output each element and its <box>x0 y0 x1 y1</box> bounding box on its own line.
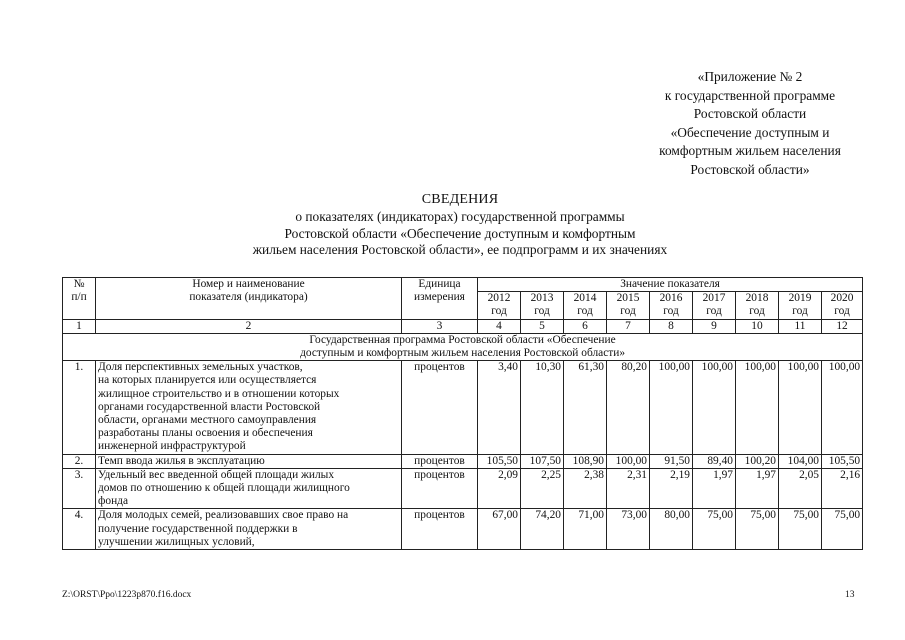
appendix-line: Ростовской области <box>693 106 807 122</box>
row-name: Доля молодых семей, реализовавших свое право на получение государственной поддержки в улучшении жилищных условий, <box>96 509 402 550</box>
column-number: 9 <box>693 319 736 333</box>
row-value: 104,00 <box>779 454 822 468</box>
row-value: 10,30 <box>521 361 564 454</box>
section-row <box>63 333 863 360</box>
row-value: 75,00 <box>736 509 779 550</box>
row-unit: процентов <box>402 454 478 468</box>
column-numbers-row <box>63 319 863 333</box>
column-number: 11 <box>779 319 822 333</box>
row-value: 100,00 <box>607 454 650 468</box>
file-path: Z:\ORST\Ppo\1223p870.f16.docx <box>62 590 192 600</box>
column-number: 8 <box>650 319 693 333</box>
header-year: 2020 год <box>822 292 863 319</box>
page-number: 13 <box>845 590 855 600</box>
column-number: 3 <box>402 319 478 333</box>
row-value: 2,31 <box>607 468 650 509</box>
appendix-block <box>600 68 900 180</box>
column-number: 2 <box>96 319 402 333</box>
row-value: 2,16 <box>822 468 863 509</box>
column-number: 1 <box>63 319 96 333</box>
row-value: 108,90 <box>564 454 607 468</box>
row-value: 100,00 <box>779 361 822 454</box>
column-number: 4 <box>478 319 521 333</box>
column-number: 7 <box>607 319 650 333</box>
header-year: 2015 год <box>607 292 650 319</box>
row-value: 80,00 <box>650 509 693 550</box>
row-unit: процентов <box>402 361 478 454</box>
row-value: 67,00 <box>478 509 521 550</box>
header-year: 2019 год <box>779 292 822 319</box>
section-title: Государственная программа Ростовской области «Обеспечение доступным и комфортным жильем населения Ростовской области» <box>63 333 863 360</box>
table-row <box>63 454 863 468</box>
indicators-table <box>62 277 863 550</box>
row-value: 75,00 <box>779 509 822 550</box>
row-value: 75,00 <box>693 509 736 550</box>
header-year: 2014 год <box>564 292 607 319</box>
row-value: 75,00 <box>822 509 863 550</box>
row-value: 105,50 <box>822 454 863 468</box>
row-value: 61,30 <box>564 361 607 454</box>
row-value: 1,97 <box>693 468 736 509</box>
column-number: 5 <box>521 319 564 333</box>
row-value: 2,38 <box>564 468 607 509</box>
row-num: 3. <box>63 468 96 509</box>
row-num: 4. <box>63 509 96 550</box>
table-row <box>63 361 863 454</box>
row-name: Темп ввода жилья в эксплуатацию <box>96 454 402 468</box>
heading-line: жильем населения Ростовской области», ее подпрограмм и их значениях <box>252 242 668 258</box>
row-name: Доля перспективных земельных участков, на которых планируется или осуществляется жилищное строительство и в отношении которых органами государственной власти Ростовской области, органами местного самоуправления разработаны планы освоения и обеспечения инженерной инфраструктурой <box>96 361 402 454</box>
row-value: 91,50 <box>650 454 693 468</box>
table-row <box>63 468 863 509</box>
header-year: 2013 год <box>521 292 564 319</box>
row-value: 100,00 <box>822 361 863 454</box>
row-value: 2,25 <box>521 468 564 509</box>
row-value: 80,20 <box>607 361 650 454</box>
appendix-line: «Обеспечение доступным и <box>670 124 830 140</box>
heading-line: Ростовской области «Обеспечение доступным и комфортным <box>284 225 636 241</box>
row-value: 107,50 <box>521 454 564 468</box>
row-value: 73,00 <box>607 509 650 550</box>
appendix-line: Ростовской области» <box>690 161 810 177</box>
document-heading <box>150 192 770 259</box>
document-title: СВЕДЕНИЯ <box>421 192 499 207</box>
row-value: 100,00 <box>693 361 736 454</box>
column-number: 12 <box>822 319 863 333</box>
header-year: 2016 год <box>650 292 693 319</box>
row-value: 105,50 <box>478 454 521 468</box>
row-num: 2. <box>63 454 96 468</box>
row-value: 100,00 <box>736 361 779 454</box>
header-value-group: Значение показателя <box>478 278 863 292</box>
column-number: 6 <box>564 319 607 333</box>
row-unit: процентов <box>402 468 478 509</box>
header-num: № п/п <box>63 278 96 320</box>
appendix-line: комфортным жильем населения <box>659 143 841 159</box>
row-value: 100,20 <box>736 454 779 468</box>
row-value: 2,19 <box>650 468 693 509</box>
table-row <box>63 509 863 550</box>
row-value: 1,97 <box>736 468 779 509</box>
header-row <box>63 278 863 292</box>
row-value: 100,00 <box>650 361 693 454</box>
row-value: 2,09 <box>478 468 521 509</box>
appendix-line: к государственной программе <box>664 87 836 103</box>
header-unit: Единица измерения <box>402 278 478 320</box>
row-value: 2,05 <box>779 468 822 509</box>
header-name: Номер и наименование показателя (индикатора) <box>96 278 402 320</box>
row-value: 74,20 <box>521 509 564 550</box>
row-value: 3,40 <box>478 361 521 454</box>
row-value: 89,40 <box>693 454 736 468</box>
header-year: 2018 год <box>736 292 779 319</box>
column-number: 10 <box>736 319 779 333</box>
row-name: Удельный вес введенной общей площади жилых домов по отношению к общей площади жилищного фонда <box>96 468 402 509</box>
header-year: 2012 год <box>478 292 521 319</box>
heading-line: о показателях (индикаторах) государственной программы <box>295 208 625 224</box>
row-unit: процентов <box>402 509 478 550</box>
header-year: 2017 год <box>693 292 736 319</box>
row-num: 1. <box>63 361 96 454</box>
appendix-line: «Приложение № 2 <box>697 69 803 84</box>
row-value: 71,00 <box>564 509 607 550</box>
